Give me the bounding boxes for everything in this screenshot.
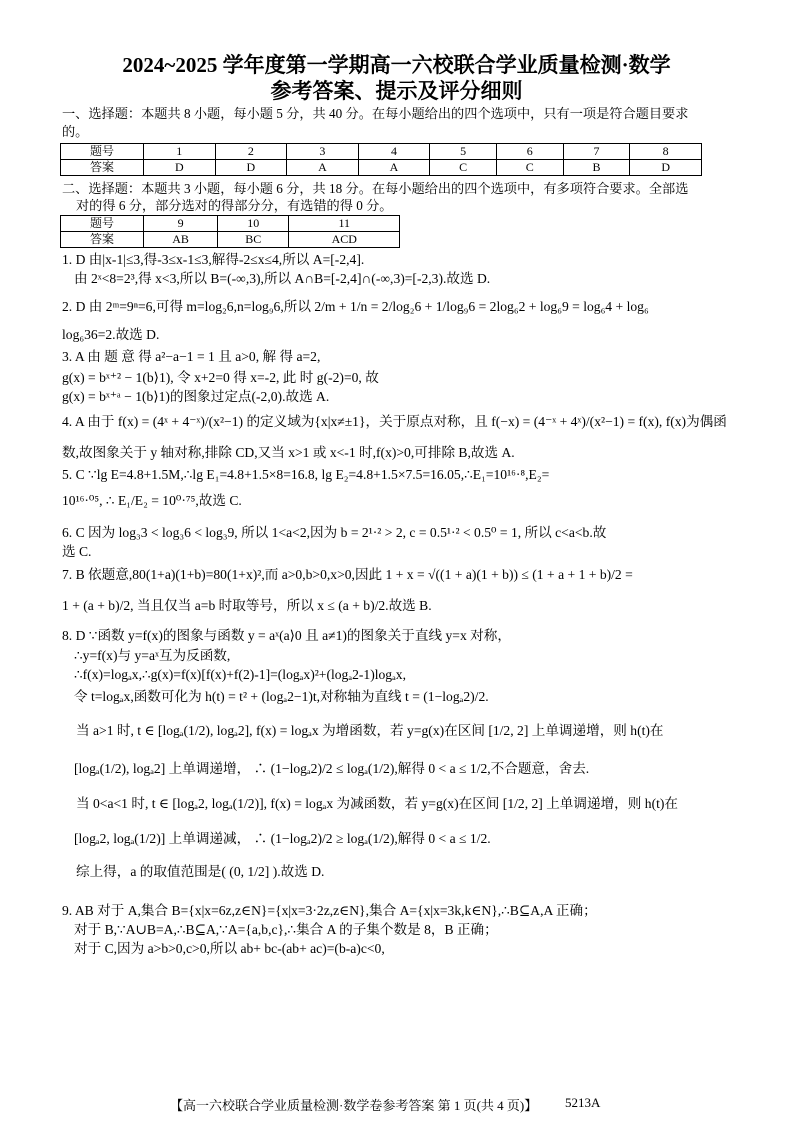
table-cell: 6: [496, 144, 563, 160]
table-header-cell: 答案: [61, 160, 144, 176]
solution-2-line1: 2. D 由 2ᵐ=9ⁿ=6,可得 m=log₂6,n=log₉6,所以 2/m + 1/n = 2/log₂6 + 1/log₉6 = 2log₆2 + log₆9 = log₆4 + log₆: [62, 299, 649, 314]
table-cell: 8: [630, 144, 702, 160]
solution-7-line2: 1 + (a + b)/2, 当且仅当 a=b 时取等号，所以 x ≤ (a + b)/2.故选 B.: [62, 598, 432, 613]
solution-8-line4: 令 t=logₐx,函数可化为 h(t) = t² + (logₐ2−1)t,对称轴为直线 t = (1−logₐ2)/2.: [74, 689, 489, 704]
table-cell: C: [430, 160, 497, 176]
solution-8-line2: ∴y=f(x)与 y=aˣ互为反函数,: [74, 648, 231, 663]
footer-page-info: 【高一六校联合学业质量检测·数学卷参考答案 第 1 页(共 4 页)】: [170, 1098, 538, 1113]
solution-7-line1: 7. B 依题意,80(1+a)(1+b)=80(1+x)²,而 a>0,b>0,x>0,因此 1 + x = √((1 + a)(1 + b)) ≤ (1 + a + 1 + b)/2 =: [62, 567, 633, 582]
table-cell: ACD: [289, 232, 400, 248]
table-cell: 11: [289, 216, 400, 232]
table-cell: 2: [215, 144, 287, 160]
section2-answer-table: [60, 215, 400, 248]
solution-8-line3: ∴f(x)=logₐx,∴g(x)=f(x)[f(x)+f(2)-1]=(logₐx)²+(logₐ2-1)logₐx,: [74, 667, 407, 682]
table-cell: 5: [430, 144, 497, 160]
table-cell: C: [496, 160, 563, 176]
section1-intro-line1: 一、选择题：本题共 8 小题，每小题 5 分，共 40 分。在每小题给出的四个选项中，只有一项是符合题目要求: [62, 106, 689, 121]
table-cell: 7: [563, 144, 630, 160]
table-cell: 9: [144, 216, 218, 232]
solution-9-line2: 对于 B,∵A∪B=A,∴B⊆A,∵A={a,b,c},∴集合 A 的子集个数是 8，B 正确；: [74, 922, 498, 937]
solution-4-line2: 数,故图象关于 y 轴对称,排除 CD,又当 x>1 或 x<-1 时,f(x)>0,可排除 B,故选 A.: [62, 445, 515, 460]
table-cell: D: [144, 160, 216, 176]
table-cell: 3: [287, 144, 359, 160]
solution-6-line2: 选 C.: [62, 544, 92, 559]
solution-3-line2: g(x) = bˣ⁺² − 1(b⟩1), 令 x+2=0 得 x=-2, 此 时 g(-2)=0, 故: [62, 370, 379, 385]
solution-8-line1: 8. D ∵函数 y=f(x)的图象与函数 y = aˣ(a⟩0 且 a≠1)的图象关于直线 y=x 对称，: [62, 628, 511, 643]
table-header-cell: 题号: [61, 216, 144, 232]
table-cell: 10: [218, 216, 289, 232]
table-cell: A: [287, 160, 359, 176]
solution-8-line5: 当 a>1 时, t ∈ [logₐ(1/2), logₐ2], f(x) = logₐx 为增函数，若 y=g(x)在区间 [1/2, 2] 上单调递增，则 h(t)在: [76, 723, 664, 738]
solution-8-line9: 综上得，a 的取值范围是( (0, 1/2] ).故选 D.: [76, 864, 325, 879]
table-row-answers: [61, 232, 400, 248]
section1-intro-line2: 的。: [62, 124, 89, 139]
table-row-answers: [61, 160, 702, 176]
solution-2-line2: log₆36=2.故选 D.: [62, 327, 160, 342]
solution-9-line1: 9. AB 对于 A,集合 B={x|x=6z,z∈N}={x|x=3·2z,z∈N},集合 A={x|x=3k,k∈N},∴B⊆A,A 正确；: [62, 903, 597, 918]
page-title: 2024~2025 学年度第一学期高一六校联合学业质量检测·数学: [122, 53, 671, 77]
solution-1-line2: 由 2ˣ<8=2³,得 x<3,所以 B=(-∞,3),所以 A∩B=[-2,4]∩(-∞,3)=[-2,3).故选 D.: [74, 271, 491, 286]
table-cell: A: [358, 160, 430, 176]
table-cell: B: [563, 160, 630, 176]
table-row-questions: [61, 216, 400, 232]
section2-intro-line2: 对的得 6 分，部分选对的得部分分，有选错的得 0 分。: [76, 198, 393, 213]
solution-3-line3: g(x) = bˣ⁺ᵃ − 1(b⟩1)的图象过定点(-2,0).故选 A.: [62, 389, 330, 404]
solution-6-line1: 6. C 因为 log₃3 < log₃6 < log₃9, 所以 1<a<2,因为 b = 2¹·² > 2, c = 0.5¹·² < 0.5⁰ = 1, 所以 c<a<b.故: [62, 525, 607, 540]
solution-8-line6: [logₐ(1/2), logₐ2] 上单调递增， ∴ (1−logₐ2)/2 ≤ logₐ(1/2),解得 0 < a ≤ 1/2,不合题意，舍去.: [74, 761, 590, 776]
table-cell: AB: [144, 232, 218, 248]
table-cell: 4: [358, 144, 430, 160]
table-row-questions: [61, 144, 702, 160]
section1-answer-table: [60, 143, 702, 176]
table-header-cell: 题号: [61, 144, 144, 160]
section2-intro-line1: 二、选择题：本题共 3 小题，每小题 6 分，共 18 分。在每小题给出的四个选项中，有多项符合要求。全部选: [62, 181, 689, 196]
solution-1-line1: 1. D 由|x-1|≤3,得-3≤x-1≤3,解得-2≤x≤4,所以 A=[-2,4].: [62, 252, 365, 267]
table-header-cell: 答案: [61, 232, 144, 248]
solution-8-line8: [logₐ2, logₐ(1/2)] 上单调递减， ∴ (1−logₐ2)/2 ≥ logₐ(1/2),解得 0 < a ≤ 1/2.: [74, 831, 491, 846]
table-cell: 1: [144, 144, 216, 160]
solution-8-line7: 当 0<a<1 时, t ∈ [logₐ2, logₐ(1/2)], f(x) = logₐx 为减函数，若 y=g(x)在区间 [1/2, 2] 上单调递增，则 h(t)在: [76, 796, 678, 811]
table-cell: BC: [218, 232, 289, 248]
solution-4-line1: 4. A 由于 f(x) = (4ˣ + 4⁻ˣ)/(x²−1) 的定义域为{x|x≠±1}，关于原点对称，且 f(−x) = (4⁻ˣ + 4ˣ)/(x²−1) = f(x), f(x)为偶函: [62, 414, 727, 429]
solution-5-line1: 5. C ∵lg E=4.8+1.5M,∴lg E₁=4.8+1.5×8=16.8, lg E₂=4.8+1.5×7.5=16.05,∴E₁=10¹⁶·⁸,E₂=: [62, 467, 550, 482]
solution-9-line3: 对于 C,因为 a>b>0,c>0,所以 ab+ bc-(ab+ ac)=(b-a)c<0,: [74, 941, 385, 956]
table-cell: D: [630, 160, 702, 176]
solution-3-line1: 3. A 由 题 意 得 a²−a−1 = 1 且 a>0, 解 得 a=2,: [62, 349, 321, 364]
page-subtitle: 参考答案、提示及评分细则: [270, 79, 523, 103]
table-cell: D: [215, 160, 287, 176]
footer-code: 5213A: [565, 1095, 601, 1110]
solution-5-line2: 10¹⁶·⁰⁵, ∴ E₁/E₂ = 10⁰·⁷⁵,故选 C.: [62, 493, 242, 508]
